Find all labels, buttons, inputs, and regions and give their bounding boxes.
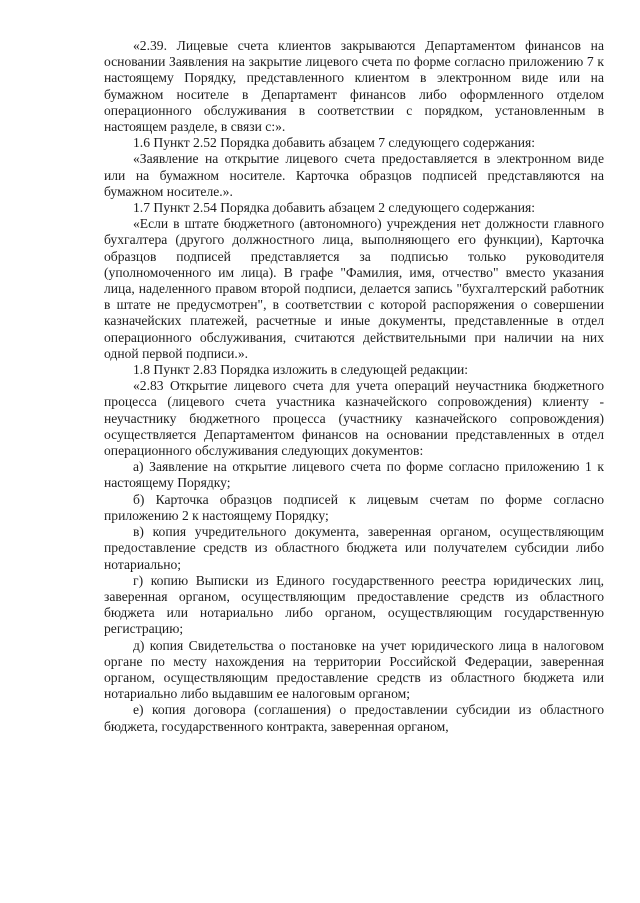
paragraph-2-54-text: «Если в штате бюджетного (автономного) учреждения нет должности главного бухгалтера (другого должностного лица, выполняющего его функции), Карточка образцов подписей представляется за подписью только руководителя (уполномоченного им лица). В графе "Фамилия, имя, отчество" вместо указания лица, наделенного правом второй подписи, делается запись "бухгалтерский работник в штате не предусмотрен", в соответствии с которой распоряжения о совершении казначейских платежей, расчетные и иные документы, представленные в отдел операционного обслуживания, считаются действительными при наличии на них одной первой подписи.». xyxy=(104,216,604,361)
paragraph-1-6: 1.6 Пункт 2.52 Порядка добавить абзацем 7 следующего содержания: xyxy=(133,135,536,151)
list-item-b: б) Карточка образцов подписей к лицевым счетам по форме согласно приложению 2 к настоящему Порядку; xyxy=(104,491,604,523)
list-item-e: е) копия договора (соглашения) о предоставлении субсидии из областного бюджета, государственного контракта, заверенная органом, xyxy=(104,702,604,734)
list-item-v: в) копия учредительного документа, заверенная органом, осуществляющим предоставление средств из областного бюджета или получателем субсидии либо нотариально; xyxy=(104,524,604,572)
paragraph-1-8: 1.8 Пункт 2.83 Порядка изложить в следующей редакции: xyxy=(133,362,469,378)
list-item-d: д) копия Свидетельства о постановке на учет юридического лица в налоговом органе по месту нахождения на территории Российской Федерации, заверенная органом, осуществляющим предоставление средств из областного бюджета или нотариально либо выдавшим ее налоговым органом; xyxy=(104,637,604,702)
list-item-g: г) копию Выписки из Единого государственного реестра юридических лиц, заверенная органом, осуществляющим предоставление средств из областного бюджета или нотариально либо органом, осуществляющим государственную регистрацию; xyxy=(104,572,604,637)
paragraph-2-39: «2.39. Лицевые счета клиентов закрываются Департаментом финансов на основании Заявления на закрытие лицевого счета по форме согласно приложению 7 к настоящему Порядку, представленного клиентом в электронном виде или на бумажном носителе в Департамент финансов либо оформленного отделом операционного обслуживания в соответствии с порядком, установленным в настоящем разделе, в связи с:». xyxy=(104,38,604,135)
paragraph-2-52-text: «Заявление на открытие лицевого счета предоставляется в электронном виде или на бумажном носителе. Карточка образцов подписей представляются на бумажном носителе.». xyxy=(104,151,604,199)
list-item-a: а) Заявление на открытие лицевого счета по форме согласно приложению 1 к настоящему Порядку; xyxy=(104,459,604,491)
paragraph-1-7: 1.7 Пункт 2.54 Порядка добавить абзацем 2 следующего содержания: xyxy=(133,200,536,216)
document-body xyxy=(104,38,604,735)
paragraph-2-83: «2.83 Открытие лицевого счета для учета операций неучастника бюджетного процесса (лицевого счета участника казначейского сопровождения) клиенту - неучастнику бюджетного процесса (участнику казначейского сопровождения) осуществляется Департаментом финансов на основании представленных в отдел операционного обслуживания следующих документов: xyxy=(104,378,604,459)
